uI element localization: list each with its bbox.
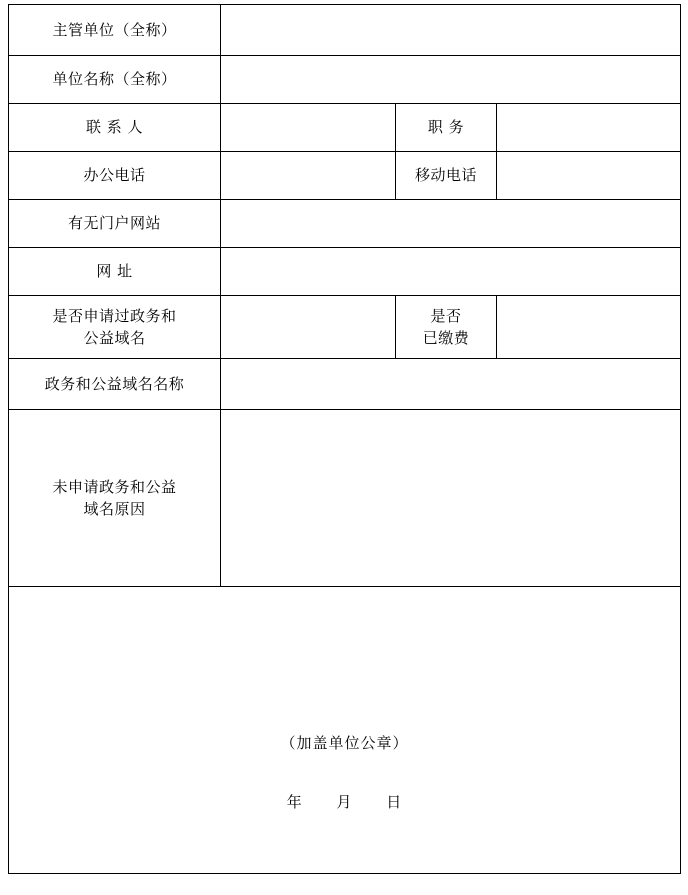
seal-stamp-note: （加盖单位公章）	[280, 734, 409, 752]
seal-date-month: 月	[336, 793, 353, 811]
field-domain-name[interactable]	[221, 359, 681, 410]
seal-date-year: 年	[286, 793, 303, 811]
seal-date-day: 日	[386, 793, 403, 811]
label-no-application-reason	[9, 410, 221, 587]
label-applied-before-line1: 是否申请过政务和	[52, 306, 177, 325]
table-row	[9, 410, 681, 587]
label-has-portal-website: 有无门户网站	[9, 200, 221, 248]
application-form-table	[8, 4, 681, 874]
table-row	[9, 359, 681, 410]
field-mobile-phone[interactable]	[497, 152, 681, 200]
field-applied-before[interactable]	[221, 296, 396, 359]
field-website-url[interactable]	[221, 248, 681, 296]
label-no-application-reason-line2: 域名原因	[83, 500, 146, 518]
table-row	[9, 296, 681, 359]
field-supervising-unit[interactable]	[221, 5, 681, 56]
label-no-application-reason-line1: 未申请政务和公益	[52, 477, 177, 496]
table-row	[9, 587, 681, 874]
table-row	[9, 152, 681, 200]
label-domain-name: 政务和公益域名名称	[9, 359, 221, 410]
field-contact-person[interactable]	[221, 104, 396, 152]
field-no-application-reason[interactable]	[221, 410, 681, 587]
label-contact-person: 联 系 人	[9, 104, 221, 152]
label-position: 职 务	[396, 104, 497, 152]
label-paid-line2: 已缴费	[422, 329, 470, 347]
field-paid[interactable]	[497, 296, 681, 359]
seal-area[interactable]	[9, 587, 681, 874]
label-applied-before-line2: 公益域名	[83, 329, 146, 347]
label-paid-line1: 是否	[430, 306, 462, 325]
field-has-portal-website[interactable]	[221, 200, 681, 248]
label-unit-name: 单位名称（全称）	[9, 56, 221, 104]
table-row	[9, 56, 681, 104]
field-office-phone[interactable]	[221, 152, 396, 200]
table-row	[9, 248, 681, 296]
label-supervising-unit: 主管单位（全称）	[9, 5, 221, 56]
table-row	[9, 200, 681, 248]
table-row	[9, 104, 681, 152]
label-mobile-phone: 移动电话	[396, 152, 497, 200]
field-position[interactable]	[497, 104, 681, 152]
label-website-url: 网 址	[9, 248, 221, 296]
label-office-phone: 办公电话	[9, 152, 221, 200]
label-applied-before	[9, 296, 221, 359]
form-page	[0, 4, 688, 895]
table-row	[9, 5, 681, 56]
field-unit-name[interactable]	[221, 56, 681, 104]
label-paid	[396, 296, 497, 359]
